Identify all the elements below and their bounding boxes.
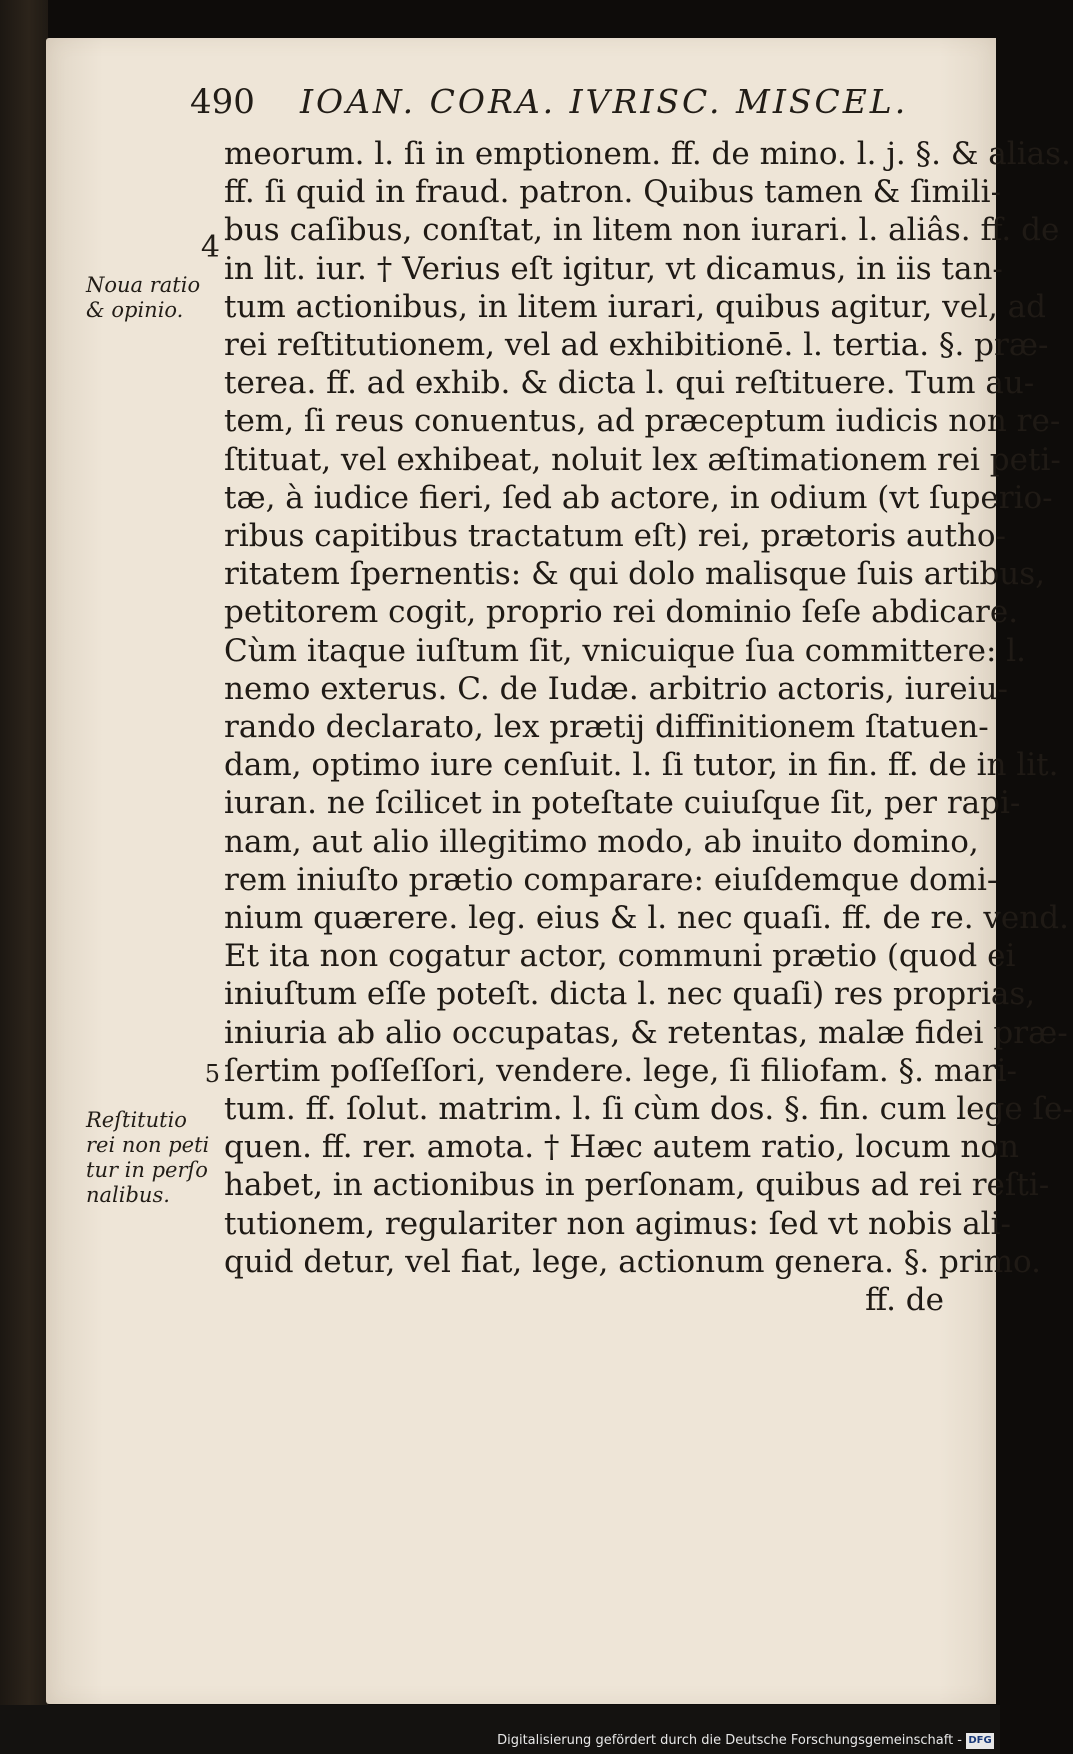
- scan-background-left: [0, 0, 48, 1754]
- text-line: ff. de: [865, 1282, 944, 1318]
- text-line: dam, optimo iure cenſuit. l. ſi tutor, in fin. ff. de in lit.: [224, 747, 1059, 784]
- section-number-4: 4: [200, 230, 220, 265]
- margin-note-restitutio-line: nalibus.: [86, 1183, 170, 1207]
- text-line: tum actionibus, in litem iurari, quibus agitur, vel, ad: [224, 288, 1046, 325]
- text-line: iuran. ne ſcilicet in poteſtate cuiuſque ſit, per rapi-: [224, 785, 1021, 822]
- text-line: rei reſtitutionem, vel ad exhibitionē. l. tertia. §. præ-: [224, 327, 1049, 363]
- margin-note-restitutio-line: Reſtitutio: [86, 1108, 187, 1132]
- text-line: iniuſtum eſſe poteſt. dicta l. nec quaſi) res proprias,: [224, 976, 1036, 1013]
- text-line: Cùm itaque iuſtum ſit, vnicuique ſua committere: l.: [224, 632, 1027, 669]
- text-line: nium quærere. leg. eius & l. nec quaſi. ff. de re. vend.: [224, 900, 1069, 936]
- text-line: nam, aut alio illegitimo modo, ab inuito domino,: [224, 823, 979, 860]
- text-line: ſertim poſſeſſori, vendere. lege, ſi filiofam. §. mari-: [224, 1052, 1017, 1089]
- page-header: [190, 82, 909, 126]
- dfg-logo: DFG: [966, 1733, 994, 1749]
- text-line: tutionem, regulariter non agimus: ſed vt nobis ali-: [224, 1205, 1011, 1242]
- margin-note-restitutio-line: tur in perſo: [86, 1158, 208, 1182]
- text-line: ritatem ſpernentis: & qui dolo malisque ſuis artibus,: [224, 556, 1046, 593]
- text-line: meorum. l. ſi in emptionem. ff. de mino. l. j. §. & alias.: [224, 136, 1071, 172]
- text-line: petitorem cogit, proprio rei dominio ſeſe abdicare.: [224, 594, 1019, 631]
- page-number: 490: [190, 82, 255, 122]
- text-line: rando declarato, lex prætij diffinitionem ſtatuen-: [224, 709, 989, 745]
- text-line: in lit. iur. † Verius eſt igitur, vt dicamus, in iis tan-: [224, 250, 1003, 287]
- text-line: tem, ſi reus conuentus, ad præceptum iudicis non re-: [224, 403, 1061, 440]
- margin-note-nova-ratio-line: & opinio.: [86, 298, 184, 322]
- margin-note-nova-ratio-line: Noua ratio: [86, 273, 201, 297]
- text-line: bus caſibus, conſtat, in litem non iurari. l. aliâs. ff. de: [224, 212, 1060, 249]
- text-line: Et ita non cogatur actor, communi prætio (quod ei: [224, 938, 1016, 975]
- text-line: tum. ff. ſolut. matrim. l. ſi cùm dos. §. fin. cum lege ſe-: [224, 1091, 1073, 1127]
- text-line: habet, in actionibus in perſonam, quibus ad rei reſti-: [224, 1167, 1050, 1204]
- digitization-credit: Digitalisierung gefördert durch die Deutsche Forschungsgemeinschaft -: [497, 1733, 962, 1748]
- text-line: quid detur, vel fiat, lege, actionum genera. §. primo.: [224, 1243, 1041, 1280]
- text-line: ff. ſi quid in fraud. patron. Quibus tamen & ſimili-: [224, 174, 1002, 211]
- text-line: quen. ff. rer. amota. † Hæc autem ratio, locum non: [224, 1129, 1019, 1166]
- text-line: ribus capitibus tractatum eſt) rei, prætoris autho-: [224, 518, 1007, 554]
- text-line: iniuria ab alio occupatas, & retentas, malæ fidei præ-: [224, 1014, 1068, 1051]
- text-line: terea. ff. ad exhib. & dicta l. qui reſtituere. Tum au-: [224, 365, 1035, 402]
- text-line: nemo exterus. C. de Iudæ. arbitrio actoris, iureiu-: [224, 670, 1009, 707]
- running-head: IOAN. CORA. IVRISC. MISCEL.: [300, 82, 909, 121]
- margin-note-restitutio-line: rei non peti: [86, 1133, 210, 1157]
- section-number-5: 5: [204, 1060, 220, 1088]
- text-line: rem iniuſto prætio comparare: eiuſdemque domi-: [224, 861, 998, 898]
- text-line: tæ, à iudice fieri, ſed ab actore, in odium (vt ſuperio-: [224, 479, 1053, 516]
- text-line: ſtituat, vel exhibeat, noluit lex æſtimationem rei peti-: [224, 441, 1061, 478]
